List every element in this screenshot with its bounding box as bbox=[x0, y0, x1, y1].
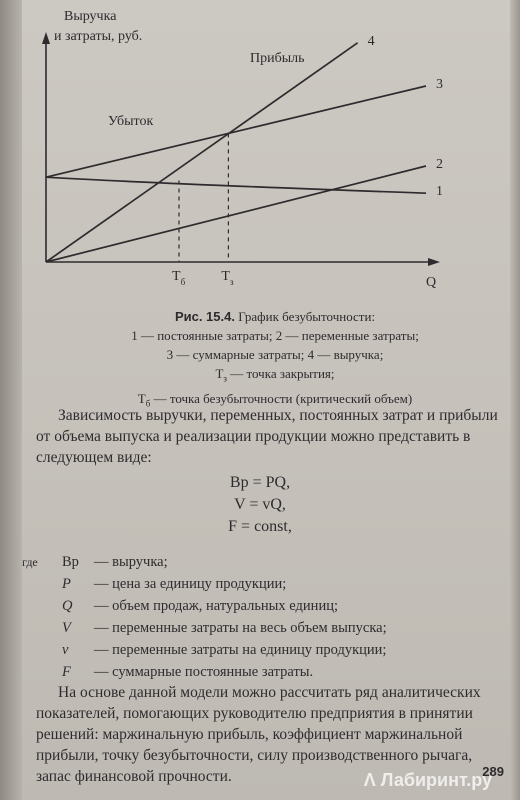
labirint-logo-icon: Λ bbox=[363, 770, 376, 790]
definition-row: Q — объем продаж, натуральных единиц; bbox=[62, 598, 338, 614]
x-axis-label: Q bbox=[426, 275, 437, 290]
closing-point-label: $Т_з$ bbox=[221, 269, 234, 287]
caption-line1: 1 — постоянные затраты; 2 — переменные затраты; bbox=[131, 328, 419, 343]
paragraph-1: Зависимость выручки, переменных, постоянных затрат и прибыли от объема выпуска и реализации продукции можно представить в следующем виде: bbox=[36, 407, 498, 466]
y-axis-label-line2: и затраты, руб. bbox=[54, 29, 143, 44]
caption-line4: $Т_б$ — точка безубыточности (критический объем) bbox=[137, 390, 413, 409]
series-label-3: 3 bbox=[436, 77, 443, 92]
y-axis-label-line1: Выручка bbox=[64, 9, 117, 24]
page-number: 289 bbox=[482, 764, 504, 779]
definition-row: где Вр — выручка; bbox=[22, 554, 168, 570]
definition-row: v — переменные затраты на единицу продукции; bbox=[62, 642, 387, 658]
series-label-1: 1 bbox=[436, 184, 443, 200]
formula-fixed-costs: F = const, bbox=[228, 518, 292, 535]
break-even-chart bbox=[0, 0, 520, 300]
series-line-4 bbox=[46, 43, 358, 262]
definition-row: F — суммарные постоянные затраты. bbox=[62, 664, 314, 680]
watermark-logo: Λ Лабиринт.ру bbox=[363, 770, 492, 790]
series-label-2: 2 bbox=[436, 157, 443, 172]
figure-caption bbox=[40, 307, 510, 413]
definition-row: P — цена за единицу продукции; bbox=[62, 576, 287, 592]
series-label-4: 4 bbox=[367, 33, 375, 49]
formula-revenue: Вр = PQ, bbox=[229, 474, 291, 491]
marker-layer bbox=[179, 133, 228, 262]
definitions-list bbox=[22, 551, 502, 683]
caption-line3: $Т_з$ — точка закрытия; bbox=[215, 366, 335, 384]
y-axis bbox=[42, 32, 50, 262]
caption-title: Рис. 15.4. График безубыточности: bbox=[174, 309, 376, 324]
breakeven-point-label: $Т_б$ bbox=[172, 269, 186, 287]
loss-label: Убыток bbox=[108, 114, 154, 129]
paragraph-2: На основе данной модели можно рассчитать ряд аналитических показателей, помогающих руководителю предприятия в принятии решений: маржинальную прибыль, коэффициент маржинальной прибыли, точку безубыточности, силу производственного рычага, запас финансовой прочности. bbox=[36, 684, 481, 785]
formula-variable-costs: V = vQ, bbox=[234, 496, 286, 513]
series-line-3 bbox=[46, 86, 426, 177]
profit-label: Прибыль bbox=[250, 51, 305, 66]
series-layer bbox=[46, 34, 443, 262]
x-axis bbox=[46, 258, 440, 266]
caption-line2: 3 — суммарные затраты; 4 — выручка; bbox=[166, 347, 384, 362]
definition-row: V — переменные затраты на весь объем выпуска; bbox=[62, 620, 387, 636]
